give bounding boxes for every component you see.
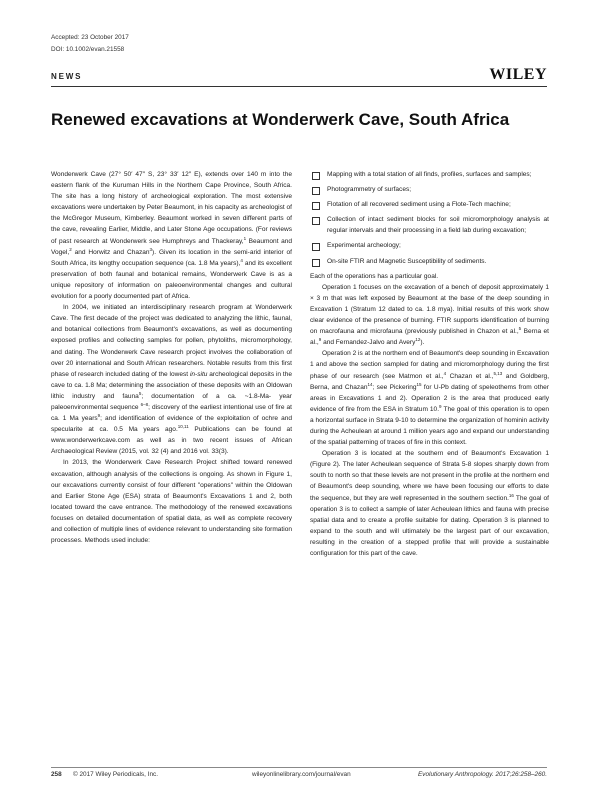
list-item: On-site FTIR and Magnetic Susceptibility of sediments. — [310, 256, 549, 267]
left-column — [51, 169, 292, 546]
checkbox-bullet-icon — [312, 202, 320, 210]
list-item: Photogrammetry of surfaces; — [310, 184, 549, 195]
paragraph-operation-1: Operation 1 focuses on the excavation of a bench of deposit approximately 1 × 3 m that was left exposed by Beaumont at the base of the deep sounding in Excavation 1 (Stratum 12 dated to ca. 1.8 mya). Initial results of this work show clear evidence of the presence of burning. FTIR supports identification of burning on macrofauna and microfauna (previously published in Chazon et al.,$^5$ Berna et al.,$^9$ and Fernandez-Jalvo and Avery$^{12}$). — [310, 283, 549, 347]
checkbox-bullet-icon — [312, 259, 320, 267]
page-number: 258 — [51, 771, 62, 778]
header-rule — [51, 86, 547, 87]
publisher-logo: WILEY — [489, 66, 547, 83]
list-item: Experimental archeology; — [310, 240, 549, 251]
checkbox-bullet-icon — [312, 243, 320, 251]
paragraph-operations-intro: Each of the operations has a particular goal. — [310, 272, 439, 280]
copyright: © 2017 Wiley Periodicals, Inc. — [73, 771, 158, 778]
accepted-date: Accepted: 23 October 2017 — [51, 34, 129, 41]
right-column — [310, 169, 549, 559]
paragraph-renewed-excavation: In 2013, the Wonderwerk Cave Research Project shifted toward renewed excavation, although analysis of the collections is ongoing. As shown in Figure 1, our excavations currently consist of four different "operations" within the Oldowan and Earlier Stone Age (ESA) strata of Beaumont's Excavations 1 and 2, both located toward the cave entrance. The methodology of the renewed excavations focuses on detailed documentation of spatial data, as well as complete recovery and collection of multiple lines of evidence relevant to understanding site formation processes. Methods used include: — [51, 459, 292, 545]
doi[interactable]: DOI: 10.1002/evan.21558 — [51, 46, 125, 53]
section-label: NEWS — [51, 72, 83, 81]
journal-url[interactable]: wileyonlinelibrary.com/journal/evan — [252, 771, 351, 778]
paragraph-research-program: In 2004, we initiated an interdisciplinary research program at Wonderwerk Cave. The first decade of the project was dedicated to analyzing the lithic, faunal, and botanical collections from Beaumont's excavations, as well as documenting exposed profiles and collecting samples for pollen, phytoliths, micromorphology, and dating. The Wonderwerk Cave research project involves the collaboration of over 20 international and South African researchers. Notable results from this first phase of research included dating of the lowest in-situ archeological deposits in the cave to ca. 1.8 Ma; determining the association of these deposits with an Oldowan lithic industry and fauna$^5$; documentation of a ca. ~1.8-Ma- year paleoenvironmental sequence $^{6-8}$; discovery of the earliest intentional use of fire at ca. 1 Ma years$^9$; and identification of evidence of the exploitation of ochre and specularite at ca. 0.5 Ma years ago.$^{10,11}$ Publications can be found at www.wonderwerkcave.com as well as in two recent issues of African Archaeological Review (2015, vol. 32 (4) and 2016 vol. 33(3). — [51, 304, 293, 456]
journal-citation: Evolutionary Anthropology. 2017;26:258–260. — [418, 771, 547, 778]
paragraph-operation-3: Operation 3 is located at the southern end of Beaumont's Excavation 1 (Figure 2). The later Acheulean sequence of Strata 5-8 slopes sharply down from south to north so that these levels are not present in the profile at the northern end of Beaumont's deep sounding, where we have been focusing our efforts to date the sequence, but they are well represented in the southern section.$^{16}$ The goal of operation 3 is to collect a sample of later Acheulean lithics and fauna with precise spatial data and to create a profile suitable for dating. Operation 3 is planned to expand to the south and will ultimately be the largest part of our excavation, resulting in the creation of a stepped profile that will provide a sustainable configuration for this part of the cave. — [310, 450, 549, 557]
paragraph-operation-2: Operation 2 is at the northern end of Beaumont's deep sounding in Excavation 1 and above the section sampled for dating and micromorphology during the first phase of our research (see Matmon et al.,$^4$ Chazan et al.,$^{5,13}$ and Goldberg, Berna, and Chazan$^{14}$; see Pickering$^{15}$ for U-Pb dating of speleothems from other areas in Excavations 1 and 2). Operation 2 is the area that produced early evidence of fire from the ESA in Stratum 10.$^9$ The goal of this operation is to open a horizontal surface in Strata 9-10 to determine the organization of hominin activity during the Acheulean at around 1 million years ago and expand our understanding of the spatial patterning of traces of fire in this context. — [310, 350, 550, 447]
list-item: Collection of intact sediment blocks for soil micromorphology analysis at regular intervals and their processing in a field lab during excavation; — [310, 214, 549, 236]
article-title: Renewed excavations at Wonderwerk Cave, South Africa — [51, 110, 510, 129]
list-item: Flotation of all recovered sediment using a Flote-Tech machine; — [310, 199, 549, 210]
paragraph-intro: Wonderwerk Cave (27° 50′ 47″ S, 23° 33′ 12″ E), extends over 140 m into the eastern flank of the Kuruman Hills in the Northern Cape Province, South Africa. The site has a long history of archeological exploration. The most extensive excavations were undertaken by Peter Beaumont, in his capacity as archeologist of the McGregor Museum, Kimberley. Beaumont worked in seven different parts of the cave, revealing Earlier, Middle, and Later Stone Age occupations. (For reviews of past research at Wonderwerk see Humphreys and Thackeray,$^1$ Beaumont and Vogel,$^2$ and Horwitz and Chazan$^3$). Given its location in the semi-arid interior of South Africa, its lengthy occupation sequence (ca. 1.8 Ma years),$^4$ and its excellent preservation of both faunal and botanical remains, Wonderwerk Cave is as a unique repository of information on paleoenvironmental changes and cultural evolution for a poorly documented part of Africa. — [51, 171, 292, 301]
checkbox-bullet-icon — [312, 187, 320, 195]
list-item: Mapping with a total station of all finds, profiles, surfaces and samples; — [310, 169, 549, 180]
checkbox-bullet-icon — [312, 172, 320, 180]
methods-list — [310, 169, 549, 267]
checkbox-bullet-icon — [312, 217, 320, 225]
footer-rule — [51, 767, 547, 768]
